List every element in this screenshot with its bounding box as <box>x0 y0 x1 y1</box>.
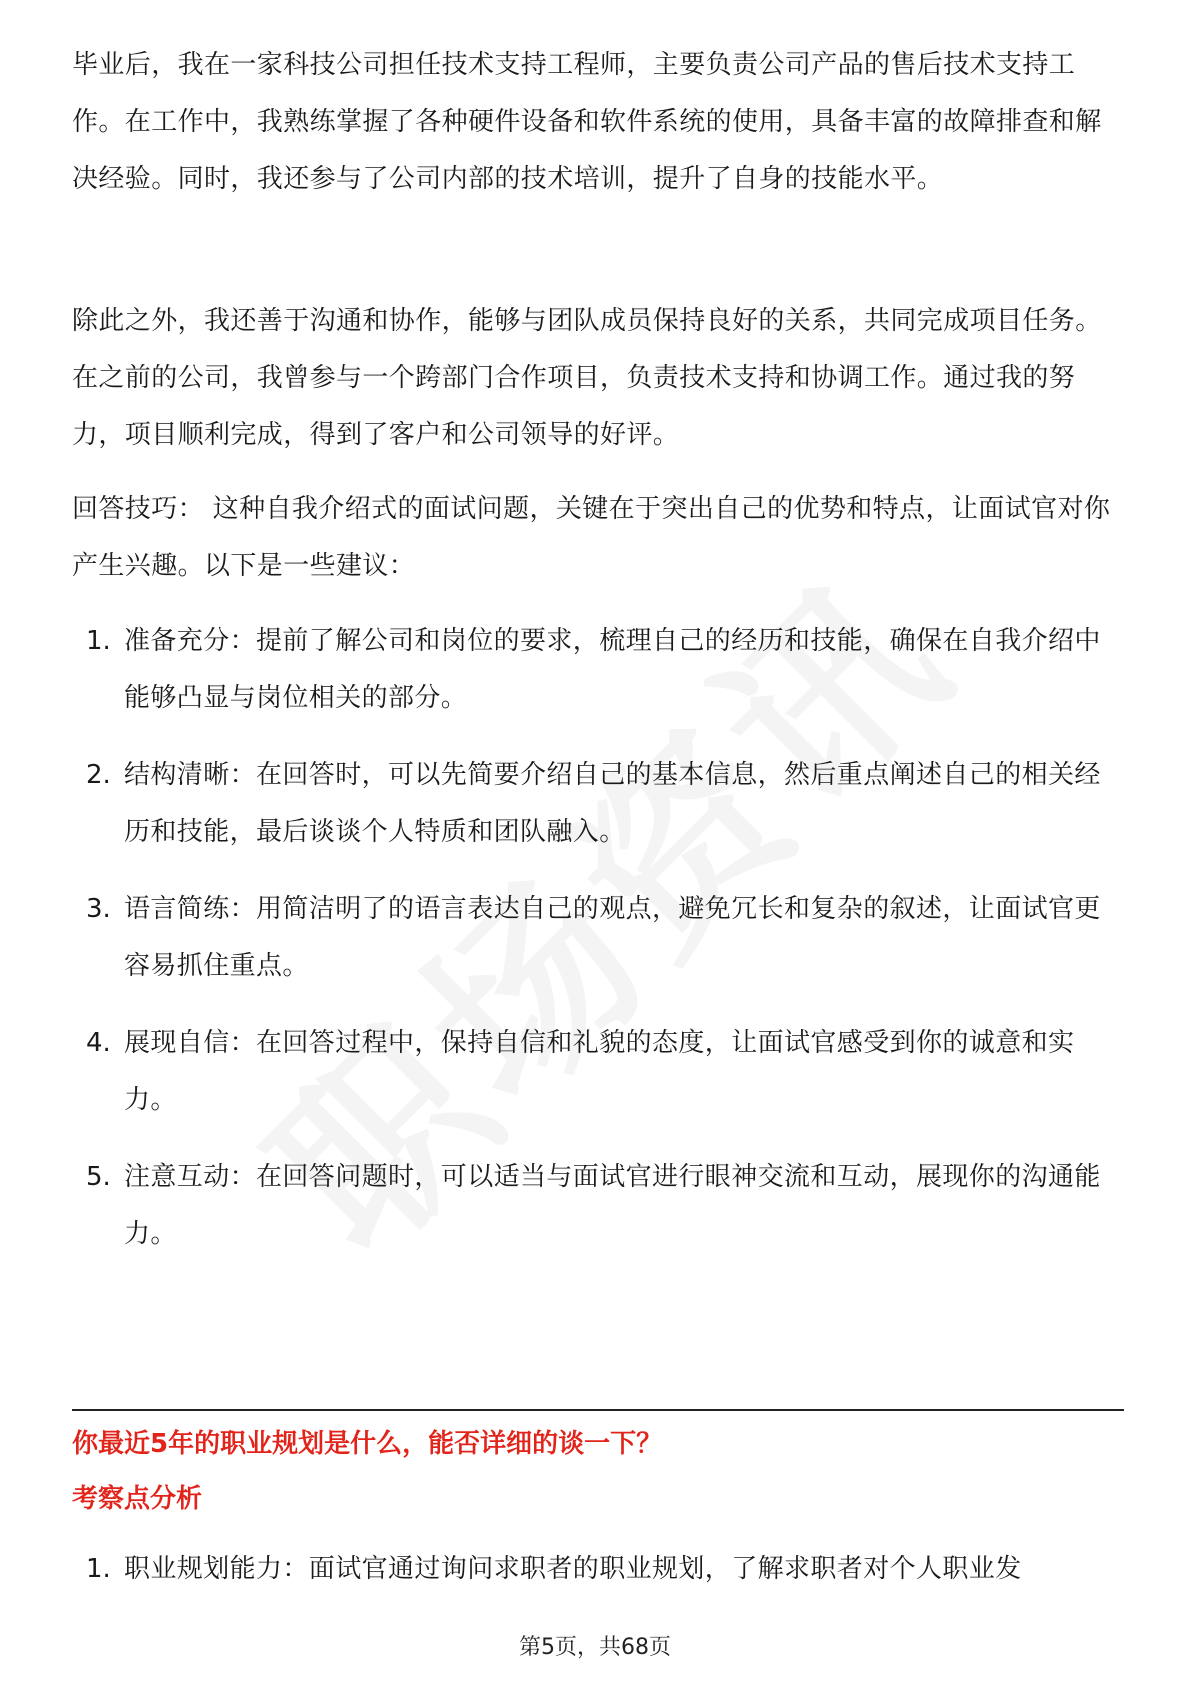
list-number: 1. <box>86 626 111 656</box>
paragraph-experience: 毕业后，我在一家科技公司担任技术支持工程师，主要负责公司产品的售后技术支持工作。在工作中，我熟练掌握了各种硬件设备和软件系统的使用，具备丰富的故障排查和解决经验。同时，我还参与了公司内部的技术培训，提升了自身的技能水平。 <box>72 50 1102 194</box>
tip-item-3 <box>72 881 1124 995</box>
tip-item-2 <box>72 747 1124 861</box>
tip-item-1 <box>72 613 1124 727</box>
list-text: 展现自信：在回答过程中，保持自信和礼貌的态度，让面试官感受到你的诚意和实力。 <box>124 1028 1075 1115</box>
list-number: 4. <box>86 1028 111 1058</box>
section-heading: 考察点分析 <box>72 1484 203 1514</box>
list-text: 结构清晰：在回答时，可以先简要介绍自己的基本信息，然后重点阐述自己的相关经历和技能，最后谈谈个人特质和团队融入。 <box>124 760 1101 847</box>
list-text: 准备充分：提前了解公司和岗位的要求，梳理自己的经历和技能，确保在自我介绍中能够凸显与岗位相关的部分。 <box>124 626 1101 713</box>
list-number: 1. <box>86 1554 111 1584</box>
page-footer: 第5页，共68页 <box>519 1635 671 1660</box>
paragraph-answer-tips: 回答技巧： 这种自我介绍式的面试问题，关键在于突出自己的优势和特点，让面试官对你产生兴趣。以下是一些建议： <box>72 494 1111 581</box>
list-number: 3. <box>86 894 111 924</box>
list-text: 语言简练：用简洁明了的语言表达自己的观点，避免冗长和复杂的叙述，让面试官更容易抓住重点。 <box>124 894 1101 981</box>
tip-item-5 <box>72 1149 1124 1263</box>
interview-question: 你最近5年的职业规划是什么，能否详细的谈一下？ <box>72 1429 663 1459</box>
section-divider <box>72 1409 1124 1411</box>
list-number: 5. <box>86 1162 111 1192</box>
list-text: 注意互动：在回答问题时，可以适当与面试官进行眼神交流和互动，展现你的沟通能力。 <box>124 1162 1101 1249</box>
list-number: 2. <box>86 760 111 790</box>
list-text: 职业规划能力：面试官通过询问求职者的职业规划，了解求职者对个人职业发 <box>124 1554 1022 1584</box>
paragraph-teamwork: 除此之外，我还善于沟通和协作，能够与团队成员保持良好的关系，共同完成项目任务。在之前的公司，我曾参与一个跨部门合作项目，负责技术支持和协调工作。通过我的努力，项目顺利完成，得到了客户和公司领导的好评。 <box>72 306 1102 450</box>
analysis-item-1 <box>72 1541 1124 1598</box>
tip-item-4 <box>72 1015 1124 1129</box>
